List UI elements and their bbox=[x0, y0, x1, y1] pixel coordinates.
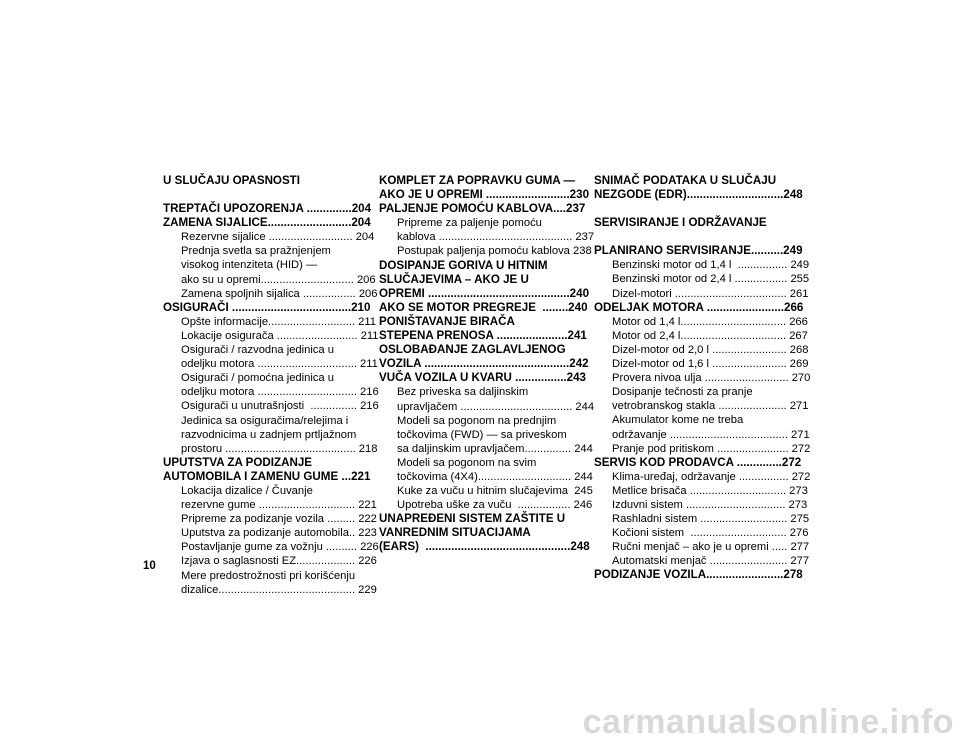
toc-entry: Pranje pod pritiskom ....................... 272 bbox=[612, 442, 811, 455]
toc-entry: točkovima (4X4).............................. 244 bbox=[397, 470, 593, 483]
toc-heading: PALJENJE POMOĆU KABLOVA....237 bbox=[379, 202, 586, 216]
toc-heading: SERVISIRANJE I ODRŽAVANJE bbox=[594, 216, 767, 230]
toc-entry: Akumulator kome ne treba bbox=[612, 414, 744, 427]
toc-entry: Lokacije osigurača .......................... 211 bbox=[181, 329, 379, 342]
toc-column-1 bbox=[163, 174, 379, 597]
toc-heading: (EARS) .............................................248 bbox=[379, 540, 590, 554]
toc-entry: Motor od 2,4 l.................................. 267 bbox=[612, 329, 808, 342]
toc-entry: prostoru .......................................... 218 bbox=[181, 442, 378, 455]
toc-entry: Dizel-motor od 1,6 l ........................ 269 bbox=[612, 358, 809, 371]
toc-entry: rezervne gume ............................... 221 bbox=[181, 499, 377, 512]
toc-entry: Dizel-motor od 2,0 l ........................ 268 bbox=[612, 343, 809, 356]
spacer bbox=[594, 230, 792, 244]
toc-entry: Automatski menjač ......................... 277 bbox=[612, 555, 810, 568]
toc-entry: Ručni menjač – ako je u opremi ..... 277 bbox=[612, 541, 810, 554]
toc-entry: vetrobranskog stakla ...................... 271 bbox=[612, 400, 809, 413]
toc-heading: AKO JE U OPREMI ..........................230 bbox=[379, 188, 590, 202]
toc-entry: točkovima (FWD) — sa priveskom bbox=[397, 428, 567, 441]
toc-column-2 bbox=[379, 174, 595, 555]
toc-entry: Benzinski motor od 1,4 l ................ 249 bbox=[612, 259, 810, 272]
toc-entry: Izjava o saglasnosti EZ................... 226 bbox=[181, 555, 377, 568]
toc-entry: Postupak paljenja pomoću kablova 238 bbox=[397, 245, 592, 258]
toc-entry: Uputstva za podizanje automobila.. 223 bbox=[181, 527, 377, 540]
watermark-text: carmanualsonline.info bbox=[582, 703, 954, 741]
toc-entry: Jedinica sa osiguračima/relejima i bbox=[181, 414, 349, 427]
toc-entry: Opšte informacije............................ 211 bbox=[181, 315, 377, 328]
toc-entry: Modeli sa pogonom na prednjim bbox=[397, 414, 557, 427]
toc-heading: TREPTAČI UPOZORENJA ..............204 bbox=[163, 202, 372, 216]
toc-heading: ZAMENA SIJALICE..........................204 bbox=[163, 216, 371, 230]
toc-heading: OSLOBAĐANJE ZAGLAVLJENOG bbox=[379, 343, 566, 357]
toc-heading: SERVIS KOD PRODAVCA ..............272 bbox=[594, 455, 802, 469]
toc-column-3 bbox=[594, 174, 811, 583]
toc-entry: upravljačem .................................... 244 bbox=[397, 400, 595, 413]
toc-heading: AKO SE MOTOR PREGREJE ........240 bbox=[379, 300, 588, 314]
toc-entry: Mere predostrožnosti pri korišćenju bbox=[181, 569, 356, 582]
toc-heading: SNIMAČ PODATAKA U SLUČAJU bbox=[594, 174, 777, 187]
toc-entry: Motor od 1,4 l.................................. 266 bbox=[612, 315, 808, 328]
toc-heading: PLANIRANO SERVISIRANJE..........249 bbox=[594, 244, 803, 258]
toc-entry: Kuke za vuču u hitnim slučajevima 245 bbox=[397, 485, 593, 498]
toc-entry: Rezervne sijalice ........................... 204 bbox=[181, 231, 375, 244]
toc-entry: razvodnicima u zadnjem prtljažnom bbox=[181, 428, 357, 441]
toc-heading: ODELJAK MOTORA ........................266 bbox=[594, 300, 804, 314]
spacer bbox=[594, 202, 792, 216]
toc-entry: kablova ........................................... 237 bbox=[397, 231, 595, 244]
toc-entry: visokog intenziteta (HID) — bbox=[181, 259, 318, 272]
toc-heading: DOSIPANJE GORIVA U HITNIM bbox=[379, 258, 548, 272]
toc-entry: Osigurači / razvodna jedinica u bbox=[181, 344, 334, 357]
toc-entry: Zamena spoljnih sijalica ................. 206 bbox=[181, 287, 378, 300]
toc-heading: SLUČAJEVIMA – AKO JE U bbox=[379, 272, 529, 286]
toc-heading: OPREMI ............................................240 bbox=[379, 286, 590, 300]
toc-entry: Lokacija dizalice / Čuvanje bbox=[181, 484, 313, 497]
toc-heading: PONIŠTAVANJE BIRAČA bbox=[379, 314, 515, 328]
toc-heading: VOZILA .............................................242 bbox=[379, 357, 589, 371]
toc-entry: Pripreme za paljenje pomoću bbox=[397, 217, 542, 230]
toc-entry: dizalice............................................ 229 bbox=[181, 583, 377, 596]
toc-entry: odeljku motora ................................ 211 bbox=[181, 358, 378, 371]
toc-entry: Pripreme za podizanje vozila ......... 222 bbox=[181, 513, 377, 526]
toc-heading: VUČA VOZILA U KVARU ................243 bbox=[379, 371, 586, 385]
toc-entry: Osigurači / pomoćna jedinica u bbox=[181, 372, 334, 385]
toc-heading: OSIGURAČI .....................................210 bbox=[163, 300, 371, 314]
toc-entry: Kočioni sistem ............................... 276 bbox=[612, 527, 809, 540]
toc-heading: UNAPREĐENI SISTEM ZAŠTITE U bbox=[379, 512, 566, 526]
toc-heading: U SLUČAJU OPASNOSTI bbox=[163, 174, 300, 187]
toc-heading: NEZGODE (EDR)..............................248 bbox=[594, 188, 803, 202]
toc-entry: sa daljinskim upravljačem............... 244 bbox=[397, 442, 593, 455]
toc-entry: Bez priveska sa daljinskim bbox=[397, 386, 529, 399]
toc-entry: Rashladni sistem ............................ 275 bbox=[612, 513, 810, 526]
toc-heading: VANREDNIM SITUACIJAMA bbox=[379, 526, 531, 540]
spacer bbox=[163, 188, 361, 202]
toc-heading: KOMPLET ZA POPRAVKU GUMA — bbox=[379, 174, 576, 187]
toc-entry: Provera nivoa ulja ........................... 270 bbox=[612, 372, 811, 385]
toc-heading: STEPENA PRENOSA ......................241 bbox=[379, 329, 587, 343]
toc-entry: Benzinski motor od 2,4 l ................. 255 bbox=[612, 273, 810, 286]
toc-entry: ako su u opremi.............................. 206 bbox=[181, 273, 376, 286]
toc-entry: Dosipanje tečnosti za pranje bbox=[612, 386, 753, 399]
toc-heading: PODIZANJE VOZILA........................278 bbox=[594, 568, 803, 582]
toc-entry: Metlice brisača ............................... 273 bbox=[612, 484, 808, 497]
toc-heading: AUTOMOBILA I ZAMENU GUME ...221 bbox=[163, 469, 371, 483]
toc-entry: Dizel-motori .................................... 261 bbox=[612, 287, 809, 300]
toc-entry: Klima-uređaj, održavanje ................ 272 bbox=[612, 470, 811, 483]
toc-entry: Prednja svetla sa pražnjenjem bbox=[181, 245, 331, 258]
toc-entry: održavanje ...................................... 271 bbox=[612, 428, 810, 441]
page-number: 10 bbox=[143, 560, 156, 572]
toc-entry: Osigurači u unutrašnjosti ............... 216 bbox=[181, 400, 379, 413]
toc-heading: UPUTSTVA ZA PODIZANJE bbox=[163, 455, 313, 469]
toc-entry: odeljku motora ................................ 216 bbox=[181, 386, 379, 399]
toc-entry: Postavljanje gume za vožnju .......... 226 bbox=[181, 541, 379, 554]
toc-entry: Modeli sa pogonom na svim bbox=[397, 456, 537, 469]
toc-entry: Upotreba uške za vuču ................. 246 bbox=[397, 499, 593, 512]
toc-entry: Izduvni sistem ................................ 273 bbox=[612, 498, 808, 511]
